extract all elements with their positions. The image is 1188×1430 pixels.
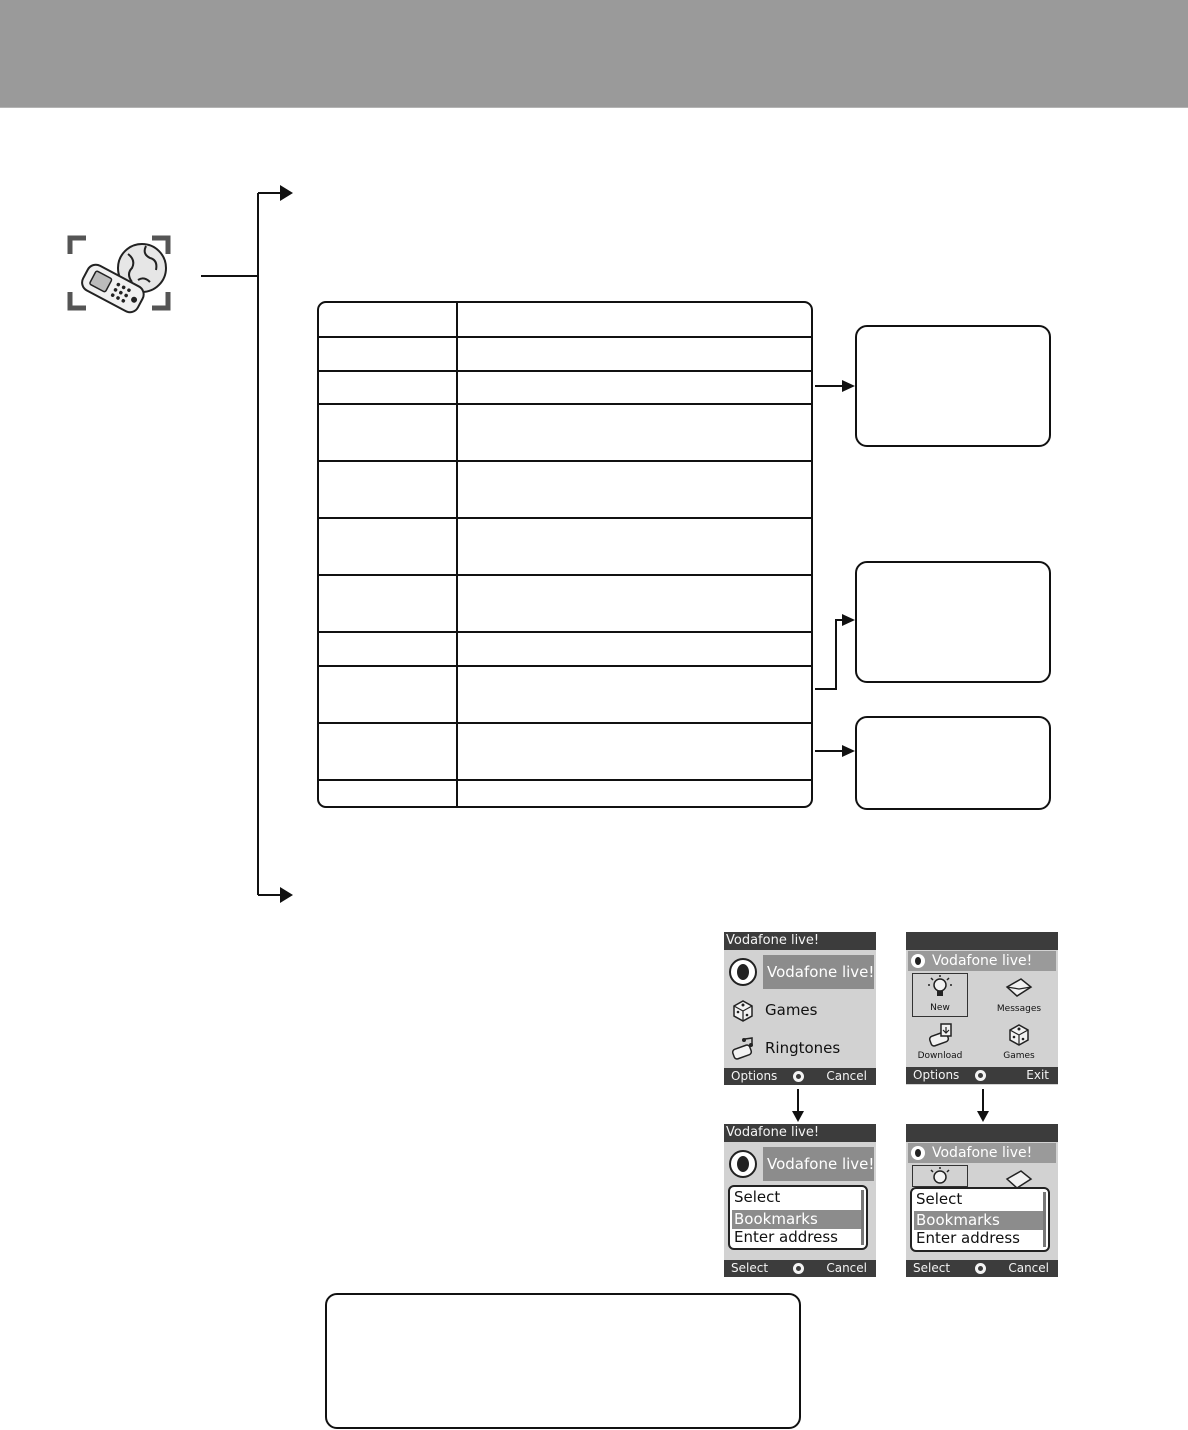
options-popup xyxy=(910,1187,1050,1252)
popup-scrollbar[interactable] xyxy=(861,1190,864,1245)
side-box-top xyxy=(855,325,1051,447)
cancel-softkey[interactable]: Cancel xyxy=(826,1261,867,1275)
softkey-bar xyxy=(906,1067,1058,1084)
vodafone-logo-icon xyxy=(729,1150,757,1178)
dice-icon xyxy=(730,997,756,1023)
phone-download-icon xyxy=(925,1022,955,1048)
softkey-bar xyxy=(724,1068,876,1085)
menu-item-label: Vodafone live! xyxy=(763,955,874,989)
option-select[interactable]: Select xyxy=(916,1190,963,1208)
table-row xyxy=(319,517,811,574)
screen-grid-menu xyxy=(906,932,1058,1085)
screen-grid-options xyxy=(906,1124,1058,1277)
lightbulb-icon xyxy=(925,974,955,1000)
grid-item-messages[interactable] xyxy=(991,975,1047,1014)
grid-item-messages[interactable] xyxy=(991,1167,1047,1187)
screen-header xyxy=(908,951,1056,971)
popup-scrollbar[interactable] xyxy=(1043,1192,1046,1247)
table-row xyxy=(319,336,811,370)
menu-table xyxy=(317,301,813,808)
vodafone-logo-icon xyxy=(911,954,925,968)
vodafone-logo-icon xyxy=(911,1146,925,1160)
center-key-icon[interactable] xyxy=(975,1070,986,1081)
center-key-icon[interactable] xyxy=(793,1071,804,1082)
screen-title: Vodafone live! xyxy=(724,932,876,950)
table-row xyxy=(319,574,811,631)
softkey-bar xyxy=(724,1260,876,1277)
side-box-middle xyxy=(855,561,1051,683)
menu-item-ringtones[interactable] xyxy=(728,1031,874,1065)
header-label: Vodafone live! xyxy=(932,953,1033,969)
screen-list-menu xyxy=(724,932,876,1085)
screen-title: Vodafone live! xyxy=(724,1124,876,1142)
status-bar xyxy=(906,932,1058,950)
softkey-bar xyxy=(906,1260,1058,1277)
grid-item-label: Messages xyxy=(996,1004,1042,1014)
center-key-icon[interactable] xyxy=(793,1263,804,1274)
exit-softkey[interactable]: Exit xyxy=(1026,1068,1049,1082)
option-select[interactable]: Select xyxy=(734,1188,781,1206)
table-row xyxy=(319,779,811,808)
center-key-icon[interactable] xyxy=(975,1263,986,1274)
grid-item-label: Games xyxy=(1003,1051,1035,1061)
cancel-softkey[interactable]: Cancel xyxy=(826,1069,867,1083)
menu-item-label: Vodafone live! xyxy=(763,1147,874,1181)
grid-item-new[interactable] xyxy=(912,973,968,1017)
select-softkey[interactable]: Select xyxy=(913,1261,951,1275)
screen-header xyxy=(908,1143,1056,1163)
option-bookmarks[interactable]: Bookmarks xyxy=(914,1211,1044,1230)
option-enter-address[interactable]: Enter address xyxy=(734,1228,838,1246)
table-row xyxy=(319,303,811,336)
options-popup xyxy=(728,1185,868,1250)
table-row xyxy=(319,460,811,517)
option-enter-address[interactable]: Enter address xyxy=(916,1229,1020,1247)
dice-icon xyxy=(1004,1022,1034,1048)
menu-item-games[interactable] xyxy=(728,993,874,1027)
menu-item-label: Games xyxy=(765,1001,818,1019)
option-bookmarks[interactable]: Bookmarks xyxy=(732,1210,862,1229)
vodafone-logo-icon xyxy=(729,958,757,986)
cancel-softkey[interactable]: Cancel xyxy=(1008,1261,1049,1275)
grid-item-label: New xyxy=(930,1003,950,1013)
table-row xyxy=(319,370,811,403)
phone-music-icon xyxy=(730,1035,756,1061)
menu-item-label: Ringtones xyxy=(765,1039,841,1057)
menu-item-vodafone-live[interactable] xyxy=(726,1147,874,1181)
options-softkey[interactable]: Options xyxy=(913,1068,960,1082)
lightbulb-icon xyxy=(925,1166,955,1187)
grid-item-new[interactable] xyxy=(912,1165,968,1187)
status-bar xyxy=(906,1124,1058,1142)
table-row xyxy=(319,722,811,779)
header-label: Vodafone live! xyxy=(932,1145,1033,1161)
screen-list-options xyxy=(724,1124,876,1277)
note-box xyxy=(325,1293,801,1429)
options-softkey[interactable]: Options xyxy=(731,1069,778,1083)
select-softkey[interactable]: Select xyxy=(731,1261,769,1275)
table-row xyxy=(319,665,811,722)
side-box-bottom xyxy=(855,716,1051,810)
table-row xyxy=(319,403,811,460)
table-row xyxy=(319,631,811,665)
menu-item-vodafone-live[interactable] xyxy=(726,955,874,989)
grid-item-games[interactable] xyxy=(991,1022,1047,1061)
envelope-icon xyxy=(1004,975,1034,1001)
grid-item-download[interactable] xyxy=(912,1022,968,1061)
grid-item-label: Download xyxy=(917,1051,963,1061)
envelope-icon xyxy=(1004,1167,1034,1187)
